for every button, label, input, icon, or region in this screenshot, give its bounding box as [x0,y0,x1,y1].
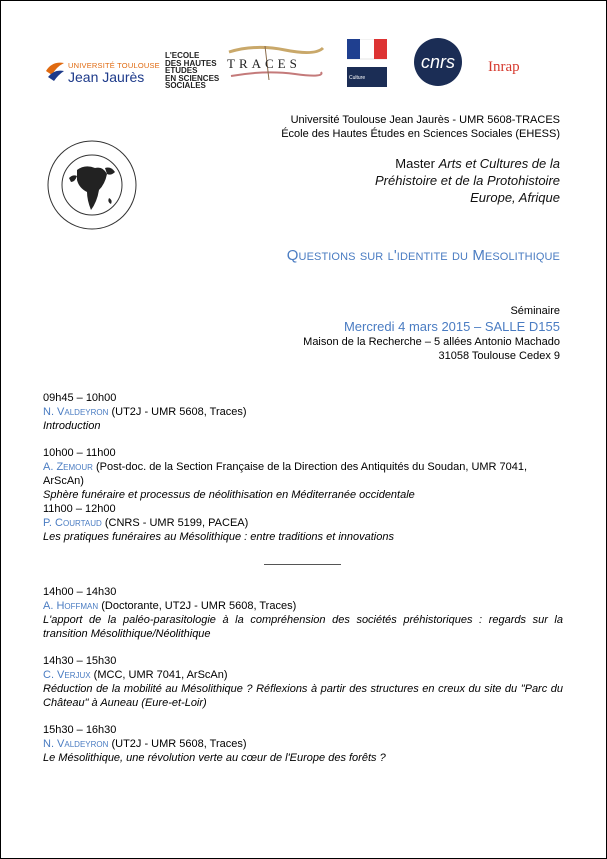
slot-speaker [43,599,563,613]
program-slot [43,654,563,710]
program-slot [43,391,563,433]
speaker-affiliation: (MCC, UMR 7041, ArScAn) [90,669,228,681]
ehess-logo [165,51,220,90]
speaker-name: N. Valdeyron [43,406,109,418]
talk-title: Le Mésolithique, une révolution verte au cœur de l'Europe des forêts ? [43,752,386,764]
event-address-2: 31058 Toulouse Cedex 9 [438,350,560,362]
slot-speaker [43,668,563,682]
master-prefix: Master [395,156,439,171]
talk-title: Réduction de la mobilité au Mésolithique ? Réflexions à partir des structures en creux du site du "Parc du Château" à Auneau (Eure-et-Loir) [43,683,563,709]
slot-speaker [43,516,563,530]
speaker-name: P. Courtaud [43,517,102,529]
talk-title: Introduction [43,420,101,432]
utj-logo-line2: Jean Jaurès [68,69,145,85]
slot-time: 09h45 – 10h00 [43,392,117,404]
program-slot [43,502,563,544]
section-divider [264,564,341,565]
slot-time: 15h30 – 16h30 [43,724,117,736]
master-line-3: Europe, Afrique [470,190,560,205]
slot-time: 10h00 – 11h00 [43,447,116,459]
speaker-name: C. Verjux [43,669,91,681]
speaker-affiliation: (UT2J - UMR 5608, Traces) [108,406,247,418]
master-line-2: Préhistoire et de la Protohistoire [375,173,560,188]
master-program [300,155,560,206]
cnrs-logo: cnrs [414,38,462,86]
event-date: Mercredi 4 mars 2015 – SALLE D155 [343,319,560,334]
ehess-line: SOCIALES [165,81,206,90]
speaker-name: A. Zemour [43,461,93,473]
talk-title: Sphère funéraire et processus de néolithisation en Méditerranée occidentale [43,489,415,501]
ehess-line: DES HAUTES [165,58,217,68]
speaker-name: N. Valdeyron [43,738,109,750]
seminar-title: Questions sur l'identite du Mesolithique [286,247,560,264]
event-address-1: Maison de la Recherche – 5 allées Antonio Machado [303,336,560,348]
talk-title: L'apport de la paléo-parasitologie à la compréhension des sociétés préhistoriques : regards sur la transition Mésolithique/Néolithique [43,614,563,640]
slot-speaker [43,737,563,751]
speaker-name: A. Hoffman [43,600,99,612]
institution-line-1: Université Toulouse Jean Jaurès - UMR 5608-TRACES [290,114,560,126]
inrap-logo [488,41,548,81]
slot-time: 11h00 – 12h00 [43,503,116,515]
ministere-culture-logo [347,39,387,87]
traces-logo-text: TRACES [227,56,301,71]
utj-logo-line1: UNIVERSITÉ TOULOUSE [68,61,160,70]
institution-line-2: École des Hautes Études en Sciences Sociales (EHESS) [281,128,560,140]
traces-logo [225,42,325,82]
event-type: Séminaire [510,305,560,317]
utj-mark-icon [44,59,66,83]
ehess-line: L'ECOLE [165,51,200,60]
ehess-line: ETUDES [165,66,198,75]
master-line-1: Arts et Cultures de la [438,156,560,171]
slot-time: 14h30 – 15h30 [43,655,117,667]
inrap-logo-text: Inrap [488,59,520,75]
speaker-affiliation: (Doctorante, UT2J - UMR 5608, Traces) [98,600,297,612]
ehess-line: EN SCIENCES [165,73,220,83]
utj-logo [44,55,160,89]
mcc-logo-text: Culture [349,75,366,81]
talk-title: Les pratiques funéraires au Mésolithique : entre traditions et innovations [43,531,394,543]
program-slot [43,723,563,765]
slot-speaker [43,405,563,419]
globe-emblem-icon [47,140,137,230]
slot-time: 14h00 – 14h30 [43,586,117,598]
speaker-affiliation: (Post-doc. de la Section Française de la Direction des Antiquités du Soudan, UMR 7041, ArScAn) [43,461,528,487]
speaker-affiliation: (CNRS - UMR 5199, PACEA) [101,517,249,529]
speaker-affiliation: (UT2J - UMR 5608, Traces) [108,738,247,750]
slot-speaker [43,460,563,488]
program-slot [43,585,563,641]
program-slot [43,446,563,502]
